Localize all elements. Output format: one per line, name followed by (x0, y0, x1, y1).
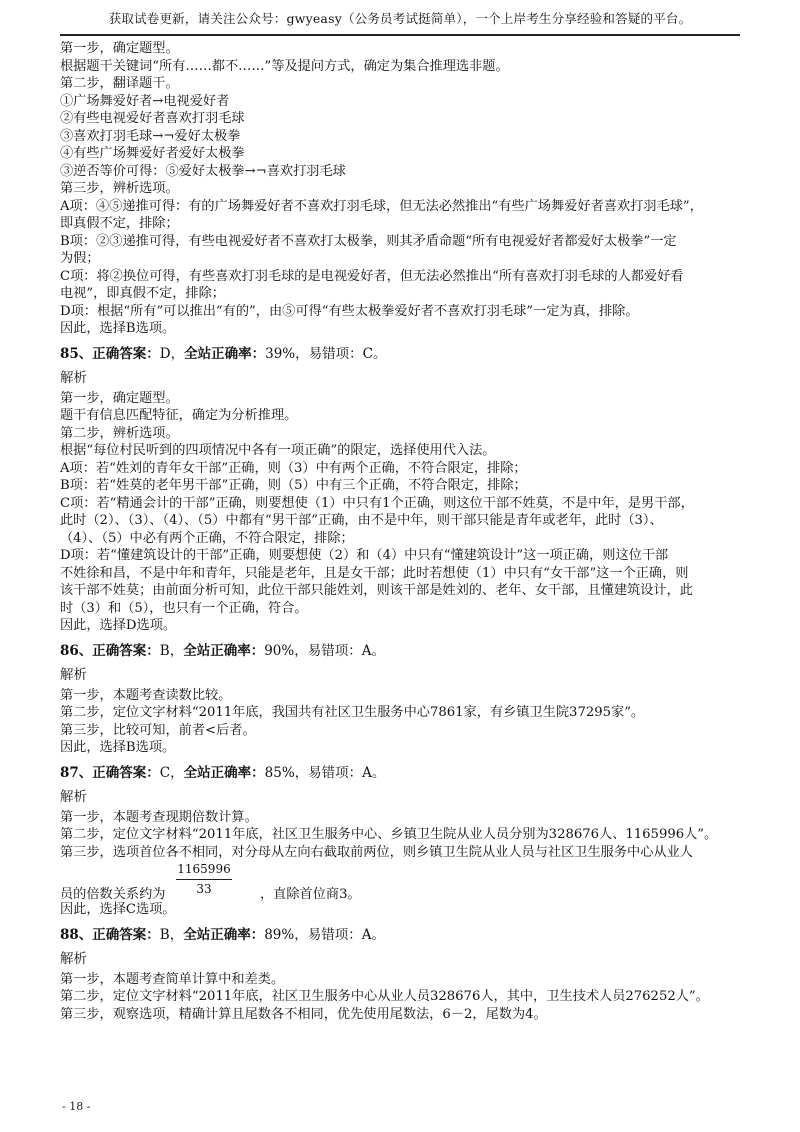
text-line: A项：若“姓刘的青年女干部”正确，则（3）中有两个正确，不符合限定，排除； (60, 460, 527, 476)
question-number: 86、 (60, 642, 93, 659)
rate-label: 全站正确率： (183, 642, 265, 659)
question-number: 88、 (60, 926, 93, 943)
answer-value: D， (159, 345, 185, 362)
answer-label: 正确答案： (92, 642, 160, 659)
rate-value: 85%，易错项：A。 (264, 764, 386, 781)
rate-label: 全站正确率： (184, 345, 266, 362)
text-line: 第三步，比较可知，前者<后者。 (60, 722, 256, 738)
text-line: B项：②③递推可得，有些电视爱好者不喜欢打太极拳，则其矛盾命题“所有电视爱好者都爱好太极拳”一定 (60, 233, 677, 249)
fraction-bar (176, 879, 232, 880)
answer-value: B， (159, 642, 184, 659)
text-line: 第三步，选项首位各不相同，对分母从左向右截取前两位，则乡镇卫生院从业人员与社区卫生服务中心从业人 (60, 844, 693, 860)
rate-value: 90%，易错项：A。 (264, 642, 385, 659)
text-line: 第二步，辨析选项。 (60, 425, 179, 441)
text-line: 第三步，观察选项，精确计算且尾数各不相同，优先使用尾数法，6－2，尾数为4。 (60, 1006, 547, 1022)
text-line: 因此，选择B选项。 (60, 321, 176, 336)
analysis-heading: 解析 (60, 369, 87, 386)
text-line: 第二步，翻译题干。 (60, 76, 179, 91)
q85-block (60, 344, 746, 635)
answer-label: 正确答案： (92, 764, 160, 781)
text-line: 第一步，本题考查简单计算中和差类。 (60, 971, 285, 987)
analysis-heading: 解析 (60, 788, 87, 805)
fraction-denominator: 33 (196, 882, 212, 896)
question-answer-header (60, 925, 746, 945)
question-answer-header (60, 763, 746, 783)
text-line: 因此，选择B选项。 (60, 740, 176, 755)
text-line: ①广场舞爱好者→电视爱好者 (60, 93, 230, 109)
text-line: 第一步，确定题型。 (60, 390, 179, 406)
analysis-heading: 解析 (60, 666, 87, 683)
text-line: ④有些广场舞爱好者爱好太极拳 (60, 146, 245, 161)
question-answer-header (60, 344, 746, 364)
text-line: （4）、（5）中必有两个正确，不符合限定，排除； (60, 530, 354, 546)
text-line: 根据“每位村民听到的四项情况中各有一项正确”的限定，选择使用代入法。 (60, 443, 496, 458)
fraction-prefix: 员的倍数关系约为 (60, 887, 166, 902)
answer-value: B， (159, 926, 184, 943)
text-line: 该干部不姓莫；由前面分析可知，此位干部只能姓刘，则该干部是姓刘的、老年、女干部，且懂建筑设计，此 (60, 583, 693, 598)
fraction-suffix: ，直除首位商3。 (260, 887, 361, 902)
rate-value: 89%，易错项：A。 (264, 926, 385, 943)
text-line: B项：若“姓莫的老年男干部”正确，则（5）中有三个正确，不符合限定，排除； (60, 478, 527, 493)
text-line: ③喜欢打羽毛球→¬爱好太极拳 (60, 128, 241, 144)
text-line: 第一步，本题考查读数比较。 (60, 687, 232, 703)
fraction (176, 861, 232, 897)
text-line: 第一步，确定题型。 (60, 41, 179, 56)
answer-value: C， (159, 764, 184, 781)
text-line: 时（3）和（5），也只有一个正确，符合。 (60, 600, 308, 616)
text-line: 第二步，定位文字材料“2011年底，我国共有社区卫生服务中心7861家，有乡镇卫生院37295家”。 (60, 705, 645, 720)
text-line: C项：若“精通会计的干部”正确，则要想使（1）中只有1个正确，则这位干部不姓莫，不是中年，是男干部， (60, 495, 694, 511)
question-number: 85、 (60, 345, 93, 362)
q86-block (60, 641, 746, 757)
page-header (60, 8, 740, 36)
question-answer-header (60, 641, 746, 661)
text-line: 题干有信息匹配特征，确定为分析推理。 (60, 408, 298, 423)
q84-explanation (60, 40, 746, 338)
text-line: C项：将②换位可得，有些喜欢打羽毛球的是电视爱好者，但无法必然推出“所有喜欢打羽毛球的人都爱好看 (60, 268, 684, 284)
q88-block (60, 925, 746, 1024)
text-line: 根据题干关键词“所有……都不……”等及提问方式，确定为集合推理选非题。 (60, 58, 509, 74)
text-line: D项：根据“所有”可以推出“有的”，由⑤可得“有些太极拳爱好者不喜欢打羽毛球”一定为真，排除。 (60, 303, 639, 319)
text-line: 第三步，辨析选项。 (60, 181, 179, 196)
document-body (60, 40, 746, 1023)
text-line: D项：若“懂建筑设计的干部”正确，则要想使（2）和（4）中只有“懂建筑设计”这一项正确，则这位干部 (60, 548, 669, 563)
answer-label: 正确答案： (92, 345, 160, 362)
text-line: 为假； (60, 251, 100, 266)
text-line: 因此，选择C选项。 (60, 902, 176, 917)
text-line: 第二步，定位文字材料“2011年底，社区卫生服务中心从业人员328676人，其中，卫生技术人员276252人”。 (60, 989, 709, 1004)
text-line: A项：④⑤递推可得：有的广场舞爱好者不喜欢打羽毛球，但无法必然推出“有些广场舞爱好者喜欢打羽毛球”， (60, 198, 703, 214)
text-line: 此时（2）、（3）、（4）、（5）中都有“男干部”正确，由不是中年，则干部只能是青年或老年，此时（3）、 (60, 513, 663, 528)
text-line: 第二步，定位文字材料“2011年底，社区卫生服务中心、乡镇卫生院从业人员分别为328676人、1165996人”。 (60, 827, 718, 842)
text-line: 第一步，本题考查现期倍数计算。 (60, 809, 258, 825)
header-notice: 获取试卷更新，请关注公众号：gwyeasy（公务员考试挺简单），一个上岸考生分享经验和答疑的平台。 (108, 11, 692, 26)
text-line: 因此，选择D选项。 (60, 618, 177, 633)
q87-block (60, 763, 746, 919)
page-number: - 18 - (62, 1100, 91, 1113)
fraction-line (60, 861, 746, 901)
text-line: 不姓徐和昌，不是中年和青年，只能是老年，且是女干部；此时若想使（1）中只有“女干部”这一个正确，则 (60, 565, 689, 581)
rate-label: 全站正确率： (183, 764, 265, 781)
text-line: 电视”，即真假不定，排除； (60, 286, 225, 301)
text-line: 即真假不定，排除； (60, 216, 179, 231)
question-number: 87、 (60, 764, 93, 781)
text-line: ②有些电视爱好者喜欢打羽毛球 (60, 111, 245, 126)
rate-value: 39%，易错项：C。 (265, 345, 387, 362)
rate-label: 全站正确率： (183, 926, 265, 943)
text-line: ③逆否等价可得：⑤爱好太极拳→¬喜欢打羽毛球 (60, 163, 346, 179)
fraction-numerator: 1165996 (177, 862, 231, 876)
answer-label: 正确答案： (92, 926, 160, 943)
analysis-heading: 解析 (60, 950, 87, 967)
